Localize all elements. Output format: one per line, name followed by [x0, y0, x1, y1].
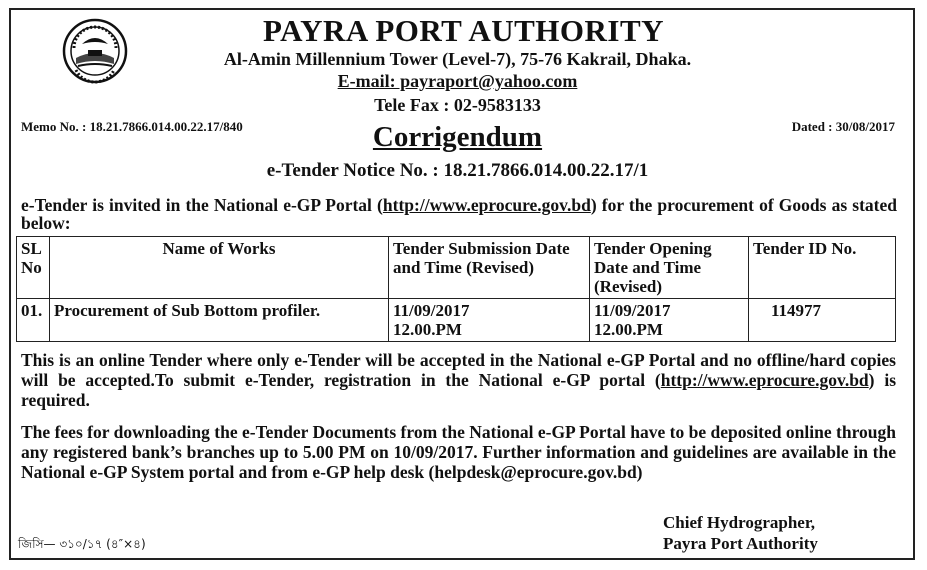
header-name-of-works: Name of Works [50, 237, 389, 299]
row-tender-id: 114977 [749, 299, 896, 342]
eprocure-link-2[interactable]: http://www.eprocure.gov.bd [660, 370, 869, 390]
row-sl: 01. [17, 299, 50, 342]
header-tender-id: Tender ID No. [749, 237, 896, 299]
row-opening-time: 12.00.PM [594, 320, 663, 339]
row-submission-date: 11/09/2017 [393, 301, 470, 320]
table-header-row [17, 237, 896, 299]
table-row [17, 299, 896, 342]
fees-paragraph: The fees for downloading the e-Tender Documents from the National e-GP Portal have to be deposited online through any registered bank’s branches up to 5.00 PM on 10/09/2017. Further information and guidelines are available in the National e-GP System portal and from e-GP help desk (helpdesk@eprocure.gov.bd) [21, 422, 896, 482]
footer-code: জিসি— ৩১০/১৭ (৪″×৪) [18, 537, 146, 551]
tender-notice-number: e-Tender Notice No. : 18.21.7866.014.00.22.17/1 [266, 160, 649, 181]
row-submission-time: 12.00.PM [393, 320, 462, 339]
page-title: Corrigendum [372, 121, 543, 153]
notice-date: Dated : 30/08/2017 [791, 119, 895, 134]
signature-org: Payra Port Authority [663, 534, 818, 553]
para1-text-end: ) is required. [21, 370, 897, 410]
org-email[interactable]: E-mail: payraport@yahoo.com [337, 71, 578, 91]
memo-number: Memo No. : 18.21.7866.014.00.22.17/840 [21, 119, 243, 134]
signature-title: Chief Hydrographer, [663, 513, 816, 532]
tender-table [16, 236, 896, 342]
header-sl: SL No [17, 237, 50, 299]
row-name-of-works: Procurement of Sub Bottom profiler. [50, 299, 389, 342]
eprocure-link[interactable]: http://www.eprocure.gov.bd [382, 195, 591, 215]
row-opening-date: 11/09/2017 [594, 301, 671, 320]
header-opening: Tender Opening Date and Time (Revised) [590, 237, 749, 299]
intro-text-end: ) for the procurement of Goods as stated below: [21, 195, 897, 233]
row-submission [389, 299, 590, 342]
online-tender-paragraph [21, 350, 896, 410]
para1-text-start: This is an online Tender where only e-Tender will be accepted in the National e-GP Portal and no offline/hard copies will be accepted.To submit e-Tender, registration in the National e-GP portal ( [21, 350, 896, 390]
intro-text-start: e-Tender is invited in the National e-GP Portal ( [21, 195, 383, 215]
intro-paragraph [21, 196, 897, 232]
header-submission: Tender Submission Date and Time (Revised) [389, 237, 590, 299]
org-name: PAYRA PORT AUTHORITY [262, 13, 665, 48]
signature-block [663, 512, 818, 554]
row-opening [590, 299, 749, 342]
org-address: Al-Amin Millennium Tower (Level-7), 75-76 Kakrail, Dhaka. [223, 49, 692, 69]
org-telefax: Tele Fax : 02-9583133 [374, 95, 541, 115]
